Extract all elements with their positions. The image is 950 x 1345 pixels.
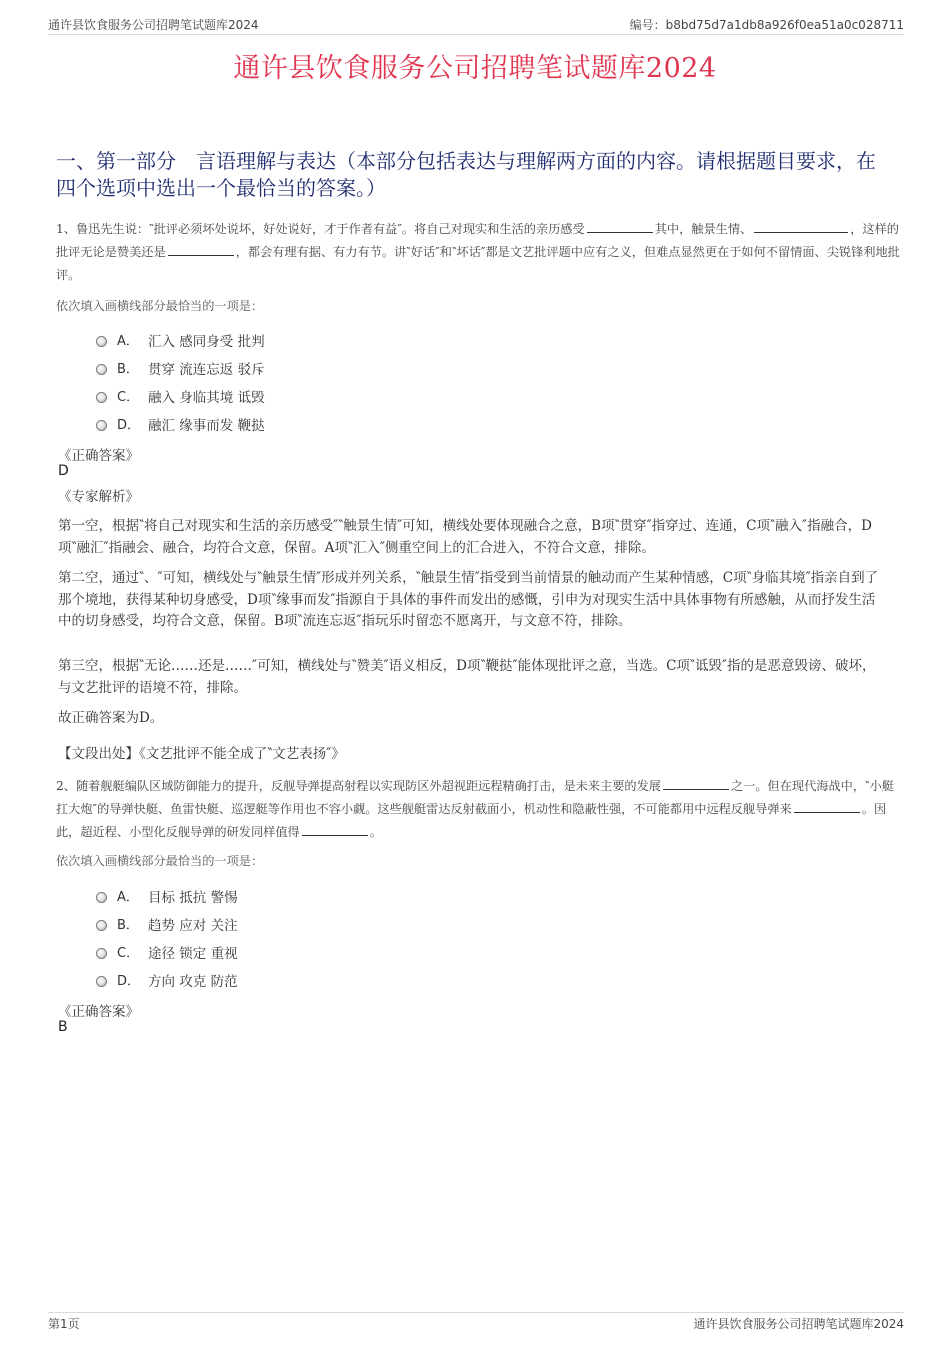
question-1-stem: [56, 218, 904, 287]
question-2-stem: [56, 775, 904, 844]
option-text: 趋势 应对 关注: [148, 918, 238, 934]
header-id-value: b8bd75d7a1db8a926f0ea51a0c028711: [665, 18, 904, 32]
radio-button[interactable]: [96, 392, 107, 403]
q1-analysis-label: 《专家解析》: [58, 489, 139, 505]
footer-page-number: 第1页: [48, 1317, 80, 1331]
option-letter: B．: [117, 362, 139, 377]
radio-button[interactable]: [96, 948, 107, 959]
radio-button[interactable]: [96, 420, 107, 431]
header-id-label: 编号：: [629, 18, 666, 32]
page-footer: [48, 1312, 904, 1333]
option-text: 方向 攻克 防范: [148, 974, 238, 990]
option-text: 贯穿 流连忘返 驳斥: [148, 362, 265, 378]
q2-instruction: 依次填入画横线部分最恰当的一项是：: [56, 854, 264, 868]
q1-blank-1: [587, 221, 653, 233]
radio-button[interactable]: [96, 892, 107, 903]
q1-analysis-conclusion: 故正确答案为D。: [58, 710, 164, 726]
option-letter: C．: [117, 390, 140, 405]
q2-answer-label: 《正确答案》: [58, 1004, 139, 1020]
q2-blank-3: [302, 824, 368, 836]
option-letter: C．: [117, 946, 140, 961]
q2-stem-part2: 之一。但在现代海战中，‶小艇扛大炮″的导弹快艇、鱼雷快艇、巡逻艇等作用也不容小觑。这些舰艇雷达反射截面小，机动性和隐蔽性强，不可能都用中远程反舰导弹来: [56, 779, 894, 816]
section-heading: 一、第一部分 言语理解与表达（本部分包括表达与理解两方面的内容。请根据题目要求，在四个选项中选出一个最恰当的答案。）: [56, 149, 876, 200]
q1-analysis-para-1: 第一空，根据‶将自己对现实和生活的亲历感受″‶触景生情″可知，横线处要体现融合之意，B项‶贯穿″指穿过、连通，C项‶融入″指融合，D项‶融汇″指融会、融合，均符合文意，保留。A项‶汇入″侧重空间上的汇合进入，不符合文意，排除。: [58, 518, 872, 556]
radio-button[interactable]: [96, 976, 107, 987]
q1-stem-part4: ，都会有理有据、有力有节。讲‶好话″和‶坏话″都是文艺批评题中应有之义，但难点显然更在于如何不留情面、尖锐锋利地批评。: [56, 245, 900, 282]
q1-stem-part1: 1、鲁迅先生说：‶批评必须坏处说坏，好处说好，才于作者有益″。将自己对现实和生活的亲历感受: [56, 222, 585, 236]
q2-blank-1: [663, 778, 729, 790]
q1-blank-3: [168, 244, 234, 256]
option-letter: D．: [117, 974, 141, 989]
option-text: 融入 身临其境 诋毁: [148, 390, 265, 406]
q1-instruction: 依次填入画横线部分最恰当的一项是：: [56, 299, 264, 313]
footer-title: 通许县饮食服务公司招聘笔试题库2024: [693, 1317, 904, 1331]
radio-button[interactable]: [96, 364, 107, 375]
option-letter: D．: [117, 418, 141, 433]
page-header: [48, 14, 904, 35]
q1-blank-2: [754, 221, 848, 233]
q1-source: 【文段出处】《文艺批评不能全成了‶文艺表扬″》: [58, 746, 345, 762]
q2-stem-part1: 2、随着舰艇编队区域防御能力的提升，反舰导弹提高射程以实现防区外超视距远程精确打击，是未来主要的发展: [56, 779, 661, 793]
header-title: 通许县饮食服务公司招聘笔试题库2024: [48, 18, 259, 32]
q1-stem-part3: ，这样的批评无论是赞美还是: [56, 222, 899, 259]
q1-analysis-para-2: 第二空，通过‶、″可知，横线处与‶触景生情″形成并列关系，‶触景生情″指受到当前情景的触动而产生某种情感，C项‶身临其境″指亲自到了那个境地，获得某种切身感受，D项‶缘事而发″指源自于具体的事件而发出的感慨，引申为对现实生活中具体事物有所感触，从而抒发生活中的切身感受，均符合文意，保留。B项‶流连忘返″指玩乐时留恋不愿离开，与文意不符，排除。: [58, 570, 879, 629]
q1-analysis-para-3: 第三空，根据‶无论……还是……″可知，横线处与‶赞美″语义相反，D项‶鞭挞″能体现批评之意，当选。C项‶诋毁″指的是恶意毁谤、破坏，与文艺批评的语境不符，排除。: [58, 658, 876, 696]
option-letter: A．: [117, 334, 139, 349]
option-letter: B．: [117, 918, 139, 933]
q1-answer-value: D: [58, 463, 69, 479]
q1-answer-label: 《正确答案》: [58, 448, 139, 464]
option-letter: A．: [117, 890, 139, 905]
q1-stem-part2: 其中，触景生情、: [654, 222, 753, 236]
radio-button[interactable]: [96, 336, 107, 347]
q2-blank-2: [794, 801, 860, 813]
option-text: 目标 抵抗 警惕: [148, 890, 238, 906]
option-text: 汇入 感同身受 批判: [148, 334, 265, 350]
radio-button[interactable]: [96, 920, 107, 931]
q2-stem-part3: 。因此，超近程、小型化反舰导弹的研发同样值得: [56, 802, 887, 839]
option-text: 途径 锁定 重视: [148, 946, 238, 962]
page-title: 通许县饮食服务公司招聘笔试题库2024: [233, 53, 717, 84]
header-id: [630, 16, 904, 33]
option-text: 融汇 缘事而发 鞭挞: [148, 418, 265, 434]
q2-answer-value: B: [58, 1019, 68, 1035]
q2-stem-part4: 。: [369, 825, 382, 839]
